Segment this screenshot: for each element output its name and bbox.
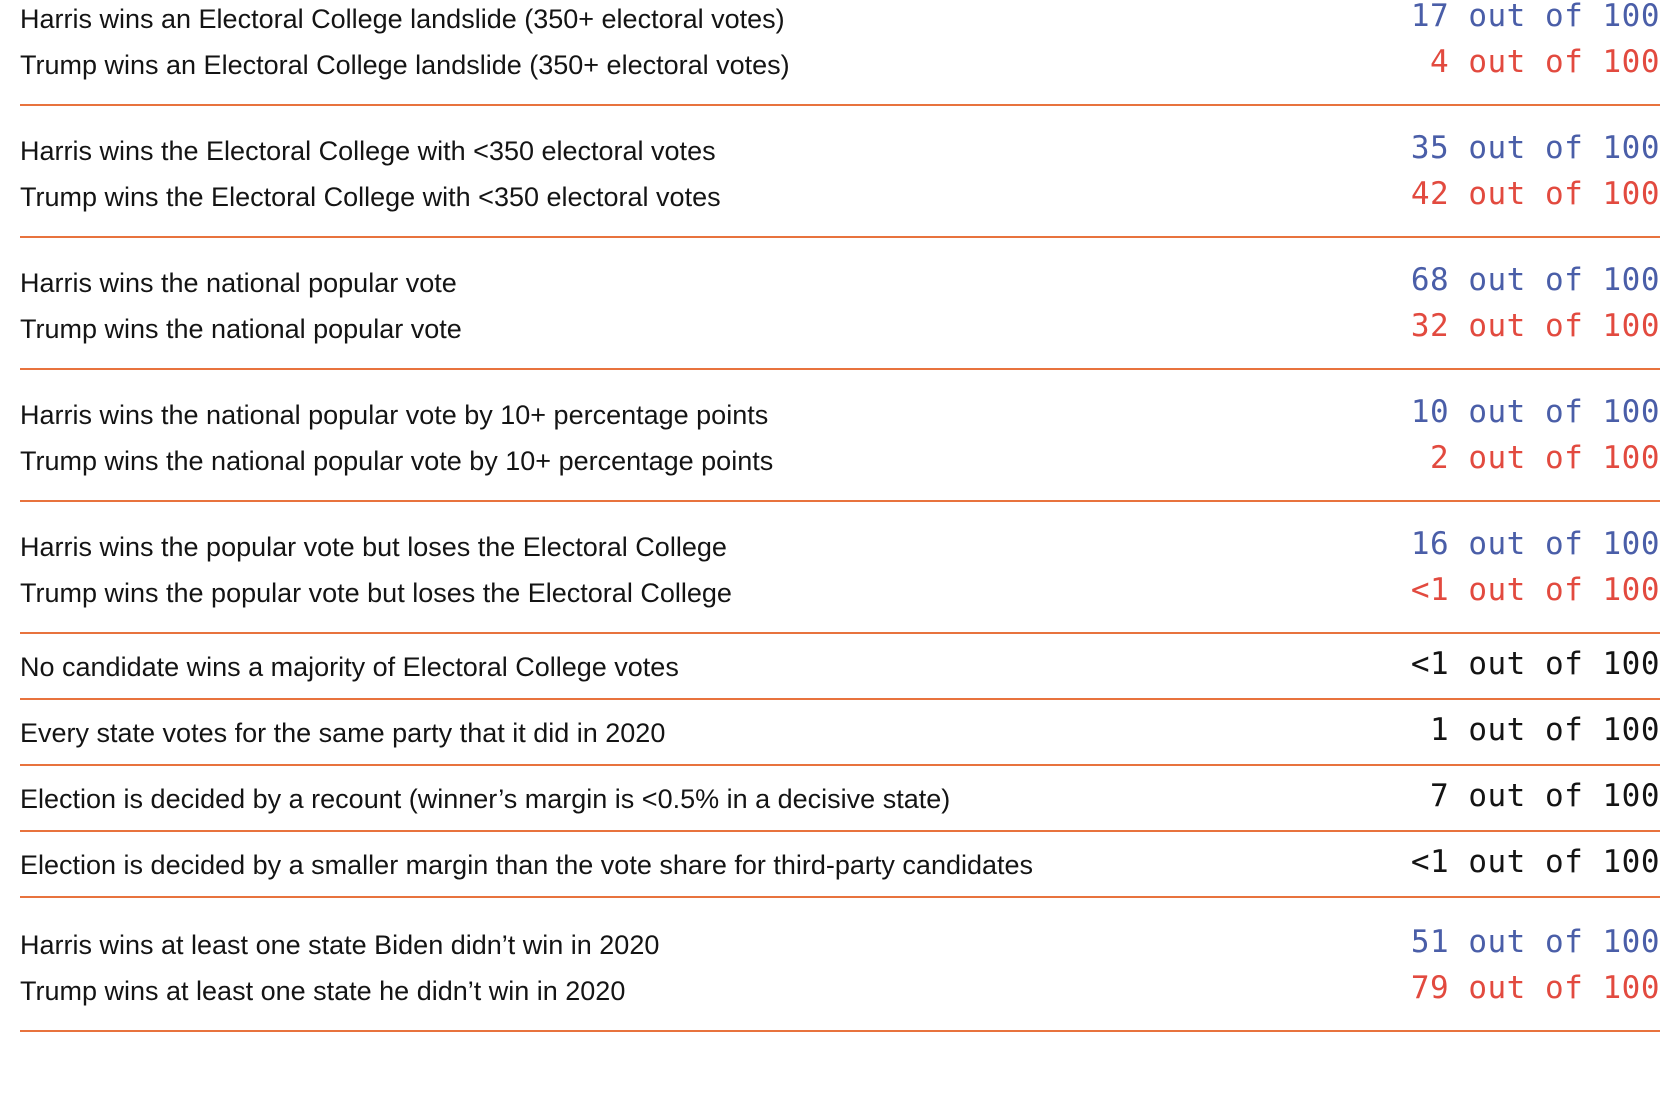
outcome-row [20, 0, 1660, 48]
outcome-row [20, 132, 1660, 180]
outcome-group [20, 634, 1660, 700]
outcome-odds: 1 out of 100 [1430, 712, 1660, 748]
outcome-odds: <1 out of 100 [1410, 844, 1660, 880]
outcome-odds: 10 out of 100 [1410, 394, 1660, 430]
outcome-label: Trump wins the popular vote but loses the Electoral College [20, 578, 732, 608]
outcome-odds: 51 out of 100 [1410, 924, 1660, 960]
outcome-row [20, 528, 1660, 576]
outcome-group [20, 832, 1660, 898]
outcome-odds-table [20, 0, 1660, 1032]
outcome-label: Election is decided by a smaller margin than the vote share for third-party candidates [20, 850, 1034, 880]
outcome-group [20, 370, 1660, 502]
outcome-label: Harris wins an Electoral College landslide (350+ electoral votes) [20, 4, 785, 34]
outcome-odds: 42 out of 100 [1410, 176, 1660, 212]
outcome-group [20, 700, 1660, 766]
outcome-label: Trump wins the Electoral College with <350 electoral votes [20, 182, 721, 212]
outcome-label: No candidate wins a majority of Electoral College votes [20, 652, 679, 682]
outcome-row [20, 396, 1660, 444]
outcome-label: Harris wins at least one state Biden didn’t win in 2020 [20, 930, 660, 960]
outcome-label: Trump wins the national popular vote by 10+ percentage points [20, 446, 774, 476]
outcome-group [20, 502, 1660, 634]
outcome-label: Election is decided by a recount (winner’s margin is <0.5% in a decisive state) [20, 784, 951, 814]
outcome-row [20, 46, 1660, 94]
outcome-odds: <1 out of 100 [1410, 646, 1660, 682]
outcome-row [20, 714, 1660, 762]
outcome-odds: 35 out of 100 [1410, 130, 1660, 166]
outcome-row [20, 264, 1660, 312]
outcome-odds: 17 out of 100 [1410, 0, 1660, 34]
outcome-group [20, 898, 1660, 1032]
outcome-label: Harris wins the Electoral College with <350 electoral votes [20, 136, 716, 166]
outcome-odds: 2 out of 100 [1430, 440, 1660, 476]
outcome-row [20, 780, 1660, 828]
outcome-row [20, 926, 1660, 974]
outcome-odds: 16 out of 100 [1410, 526, 1660, 562]
outcome-row [20, 574, 1660, 622]
outcome-odds: 32 out of 100 [1410, 308, 1660, 344]
outcome-odds: 7 out of 100 [1430, 778, 1660, 814]
outcome-label: Every state votes for the same party that it did in 2020 [20, 718, 666, 748]
outcome-group [20, 106, 1660, 238]
outcome-odds: 68 out of 100 [1410, 262, 1660, 298]
outcome-group [20, 0, 1660, 106]
outcome-row [20, 972, 1660, 1020]
outcome-group [20, 766, 1660, 832]
outcome-row [20, 846, 1660, 894]
outcome-odds: <1 out of 100 [1410, 572, 1660, 608]
outcome-label: Harris wins the popular vote but loses the Electoral College [20, 532, 727, 562]
outcome-row [20, 178, 1660, 226]
outcome-label: Trump wins an Electoral College landslide (350+ electoral votes) [20, 50, 790, 80]
outcome-label: Harris wins the national popular vote [20, 268, 457, 298]
outcome-row [20, 648, 1660, 696]
outcome-row [20, 310, 1660, 358]
outcome-label: Trump wins the national popular vote [20, 314, 462, 344]
outcome-row [20, 442, 1660, 490]
outcome-odds: 79 out of 100 [1410, 970, 1660, 1006]
outcome-label: Trump wins at least one state he didn’t win in 2020 [20, 976, 626, 1006]
outcome-label: Harris wins the national popular vote by 10+ percentage points [20, 400, 769, 430]
outcome-odds: 4 out of 100 [1430, 44, 1660, 80]
outcome-group [20, 238, 1660, 370]
